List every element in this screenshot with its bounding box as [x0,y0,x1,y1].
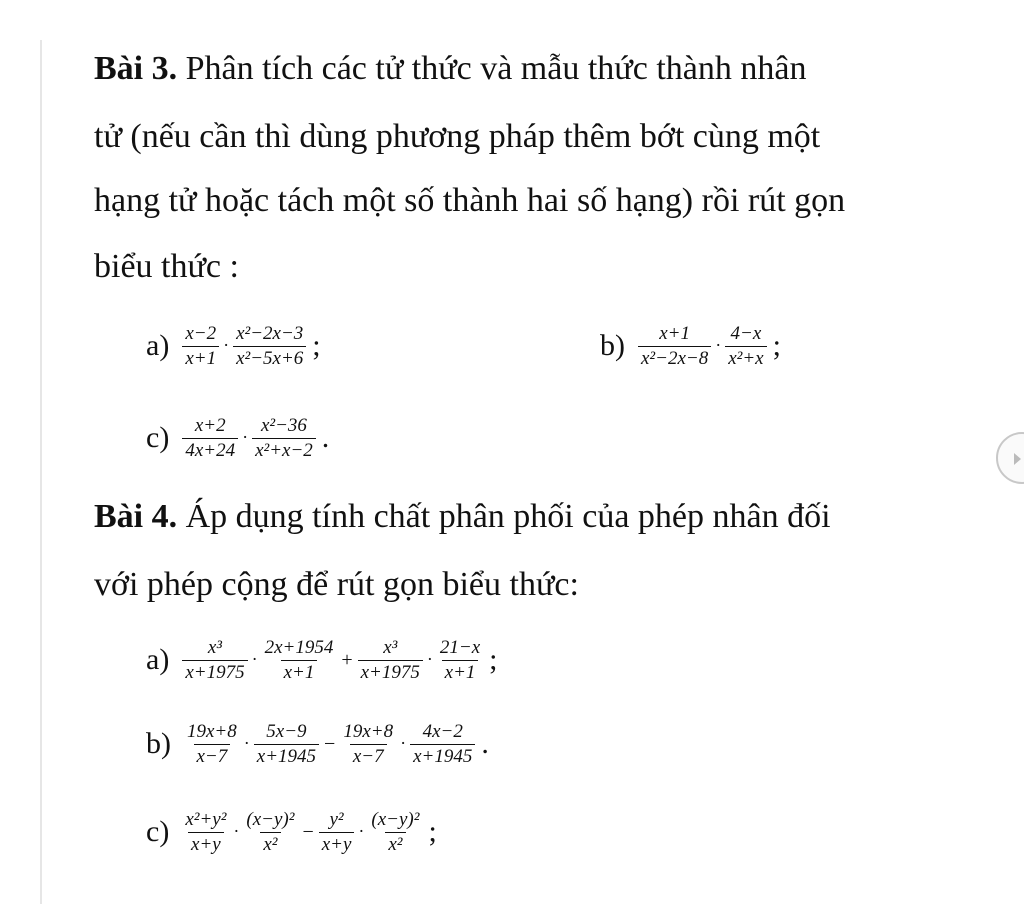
fraction: $\frac{\text{x²−2x−3}}{\text{x²−5x+6}}$ [233,324,306,369]
fraction: $\frac{5x-9}{x+1945}$ [254,722,319,767]
problem-4-line-2: với phép cộng để rút gọn biểu thức: [94,566,579,603]
part-label: c) [146,421,170,454]
part-label: c) [146,815,170,848]
multiply-dot: · [715,334,722,355]
fraction: $\frac{x-2}{x+1}$ [182,324,219,369]
part-label: a) [146,329,170,362]
fraction: $\frac{x+1}{\text{x²−2x−8}}$ [638,324,711,369]
problem-4b: b) $\frac{19x+8}{x-7}$ · $\frac{5x-9}{x+1945}$ − $\frac{19x+8}{x-7}$ · $\frac{4x-2}{x+1945}$ . [146,720,489,767]
fraction: $\frac{2x+1954}{x+1}$ [264,636,334,683]
problem-3-line-3: hạng tử hoặc tách một số thành hai số hạng) rồi rút gọn [94,182,846,219]
fraction: $\frac{\text{(x−y)²}}{\text{x²}}$ [371,808,420,855]
multiply-dot: · [358,820,365,841]
fraction: $\frac{\text{x³}}{x+1975}$ [182,638,247,683]
problem-4-line-1: Bài 4. Áp dụng tính chất phân phối của phép nhân đối [94,498,831,535]
multiply-dot: · [242,426,249,447]
fraction: $\frac{21-x}{x+1}$ [439,636,481,683]
multiply-dot: · [233,820,240,841]
problem-3c: c) $\frac{x+2}{4x+24}$ · $\frac{\text{x²−36}}{\text{x²+x−2}}$ . [146,414,330,461]
fraction: $\frac{4x-2}{x+1945}$ [410,722,475,767]
problem-3-line-1: Bài 3. Phân tích các tử thức và mẫu thức thành nhân [94,50,807,87]
fraction: $\frac{\text{x³}}{x+1975}$ [358,638,423,683]
problem-3b: b) $\frac{x+1}{\text{x²−2x−8}}$ · $\frac{4-x}{\text{x²+x}}$ ; [600,322,781,369]
fraction: $\frac{\text{y²}}{x+y}$ [319,810,355,855]
next-arrow-icon[interactable] [996,432,1024,484]
fraction: $\frac{19x+8}{x-7}$ [343,720,394,767]
multiply-dot: · [426,648,433,669]
multiply-dot: · [223,334,230,355]
fraction: $\frac{\text{x²+y²}}{x+y}$ [185,808,227,855]
problem-3-title: Bài 3. [94,50,178,87]
problem-3-line-4: biểu thức : [94,248,239,285]
problem-4a: a) $\frac{\text{x³}}{x+1975}$ · $\frac{2x+1954}{x+1}$ + $\frac{\text{x³}}{x+1975}$ · $\frac{21-x}{x+1}$ ; [146,636,498,683]
multiply-dot: · [400,732,407,753]
page-left-border [40,40,42,904]
operator: + [341,648,353,671]
problem-4-title: Bài 4. [94,498,178,535]
fraction: $\frac{\text{x²−36}}{\text{x²+x−2}}$ [252,416,316,461]
multiply-dot: · [251,648,258,669]
fraction: $\frac{x+2}{4x+24}$ [182,416,238,461]
fraction: $\frac{\text{(x−y)²}}{\text{x²}}$ [246,808,295,855]
problem-3a: a) $\frac{x-2}{x+1}$ · $\frac{\text{x²−2x−3}}{\text{x²−5x+6}}$ ; [146,322,321,369]
operator: − [302,820,314,843]
fraction: $\frac{19x+8}{x-7}$ [187,720,237,767]
multiply-dot: · [243,732,250,753]
fraction: $\frac{4-x}{\text{x²+x}}$ [725,324,766,369]
part-label: b) [146,727,171,760]
problem-4c: c) $\frac{\text{x²+y²}}{x+y}$ · $\frac{\text{(x−y)²}}{\text{x²}}$ − $\frac{\text{y²}}{x+y}$ · $\frac{\text{(x−y)²}}{\text{x²}}$ ; [146,808,437,855]
operator: − [324,732,336,755]
part-label: a) [146,643,170,676]
problem-3-line-2: tử (nếu cần thì dùng phương pháp thêm bớt cùng một [94,118,821,155]
part-label: b) [600,329,625,362]
